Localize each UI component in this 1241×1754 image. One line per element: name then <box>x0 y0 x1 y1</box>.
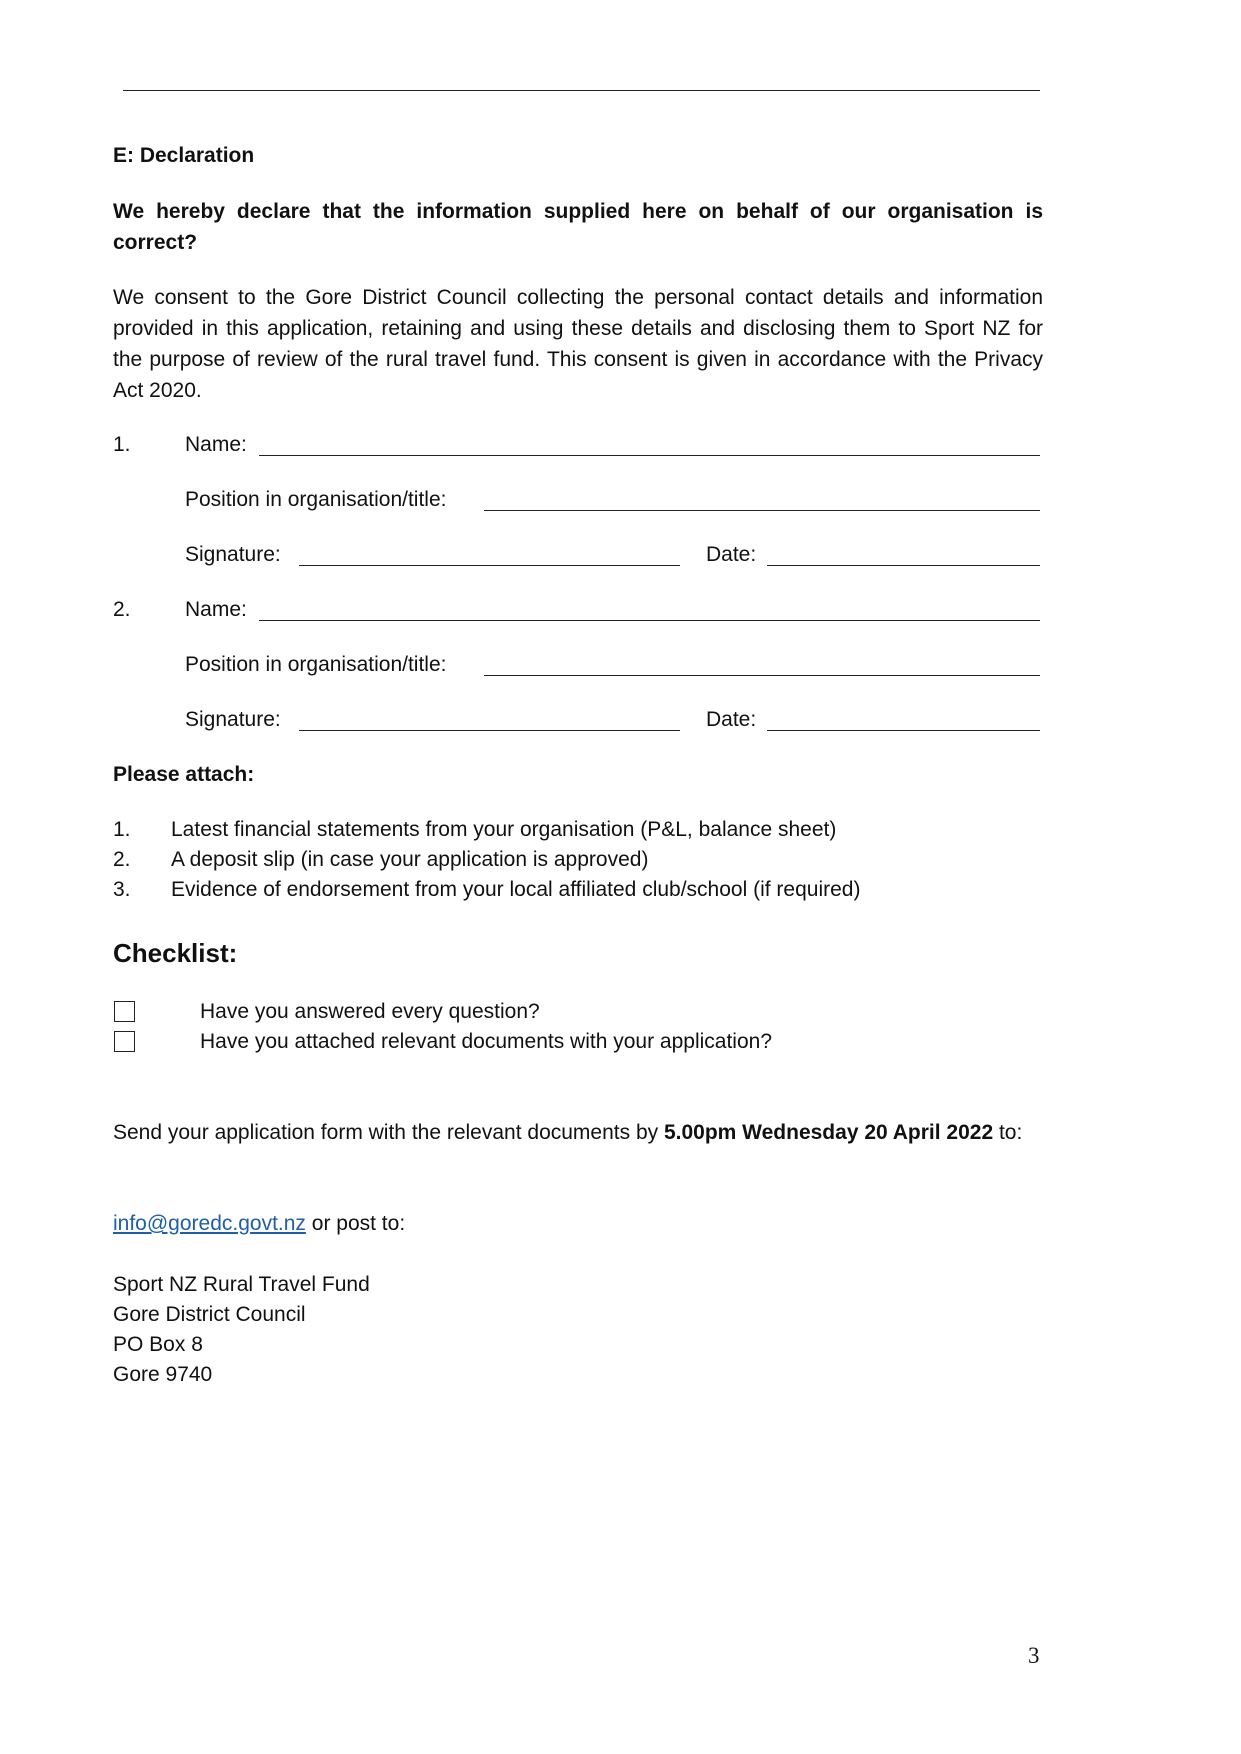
submission-text: Send your application form with the relevant documents by <box>113 1121 664 1144</box>
checkbox-attached-documents[interactable] <box>114 1031 135 1052</box>
address-line: Gore District Council <box>113 1303 306 1326</box>
email-suffix: or post to: <box>305 1212 406 1235</box>
checkbox-answered-every-question[interactable] <box>114 1001 135 1022</box>
address-line: Sport NZ Rural Travel Fund <box>113 1273 370 1296</box>
signature-field[interactable] <box>299 730 680 731</box>
attach-heading: Please attach: <box>113 763 255 786</box>
signatory-number: 2. <box>113 598 131 621</box>
signature-label: Signature: <box>185 543 281 566</box>
list-item: Latest financial statements from your organisation (P&L, balance sheet) <box>171 818 837 841</box>
name-field[interactable] <box>259 620 1040 621</box>
name-label: Name: <box>185 598 247 621</box>
name-label: Name: <box>185 433 247 456</box>
checklist-item-label: Have you answered every question? <box>200 1000 540 1023</box>
submission-instructions <box>113 1117 1043 1148</box>
date-label: Date: <box>706 708 757 731</box>
email-link[interactable]: info@goredc.govt.nz <box>113 1212 306 1235</box>
page-number: 3 <box>1028 1643 1040 1668</box>
position-label: Position in organisation/title: <box>185 653 447 676</box>
date-field[interactable] <box>767 565 1040 566</box>
checklist-item-label: Have you attached relevant documents with your application? <box>200 1030 773 1053</box>
position-field[interactable] <box>484 675 1040 676</box>
signature-field[interactable] <box>299 565 680 566</box>
list-item-number: 2. <box>113 848 131 871</box>
signatory-number: 1. <box>113 433 131 456</box>
email-line <box>113 1208 405 1239</box>
deadline: 5.00pm Wednesday 20 April 2022 <box>663 1121 994 1144</box>
date-field[interactable] <box>767 730 1040 731</box>
address-line: PO Box 8 <box>113 1333 203 1356</box>
submission-text-end: to: <box>993 1121 1023 1144</box>
address-line: Gore 9740 <box>113 1363 213 1386</box>
position-field[interactable] <box>484 510 1040 511</box>
section-title: E: Declaration <box>113 144 255 167</box>
date-label: Date: <box>706 543 757 566</box>
signature-label: Signature: <box>185 708 281 731</box>
list-item: Evidence of endorsement from your local affiliated club/school (if required) <box>171 878 861 901</box>
declaration-question: We hereby declare that the information supplied here on behalf of our organisation is correct? <box>113 200 1043 254</box>
position-label: Position in organisation/title: <box>185 488 447 511</box>
checklist-heading: Checklist: <box>113 938 238 968</box>
list-item-number: 1. <box>113 818 131 841</box>
consent-paragraph: We consent to the Gore District Council collecting the personal contact details and information provided in this application, retaining and using these details and disclosing them to Sport NZ for the purpose of review of the rural travel fund. This consent is given in accordance with the Privacy Act 2020. <box>113 286 1043 402</box>
top-separator-line <box>123 90 1040 91</box>
list-item-number: 3. <box>113 878 131 901</box>
name-field[interactable] <box>259 455 1040 456</box>
list-item: A deposit slip (in case your application is approved) <box>171 848 649 871</box>
